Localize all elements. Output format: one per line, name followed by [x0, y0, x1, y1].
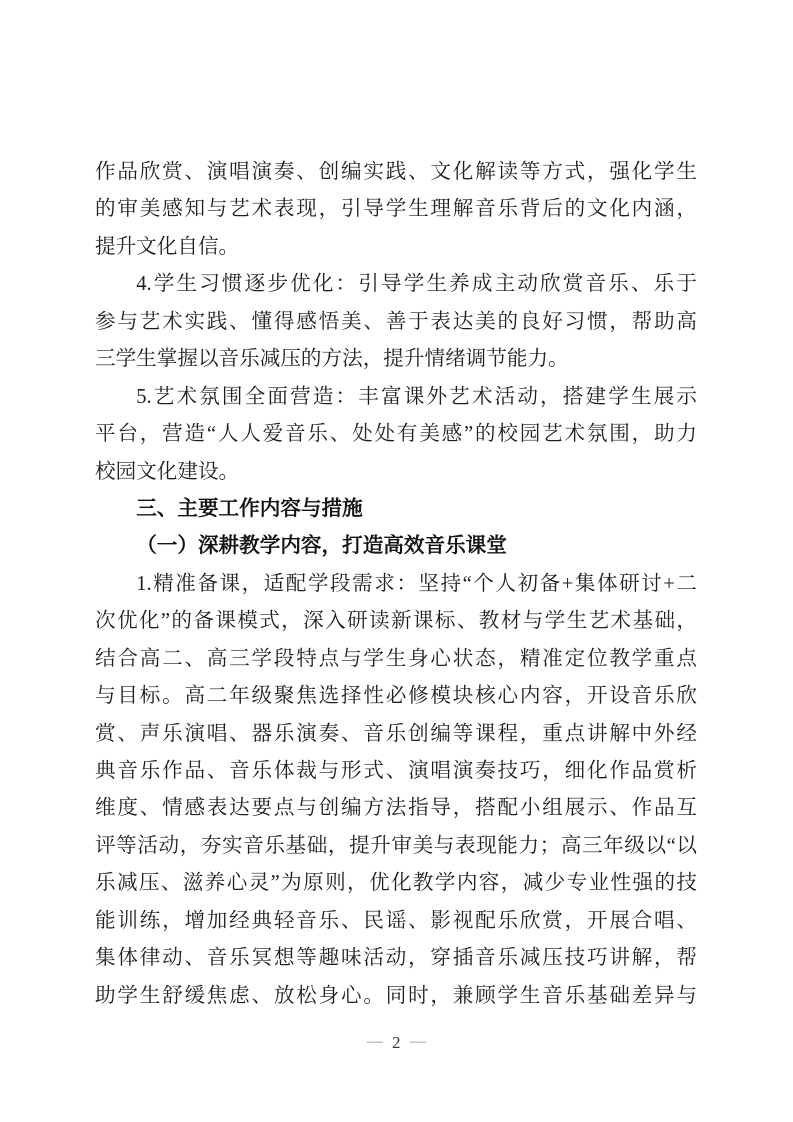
text-line: 维度、情感表达要点与创编方法指导，搭配小组展示、作品互 [95, 797, 697, 820]
text-line: 助学生舒缓焦虑、放松身心。同时，兼顾学生音乐基础差异与 [95, 984, 697, 1007]
text-line: 次优化”的备课模式，深入研读新课标、教材与学生艺术基础， [95, 610, 697, 633]
text-line: 平台，营造“人人爱音乐、处处有美感”的校园艺术氛围，助力 [95, 423, 697, 446]
text-line: 典音乐作品、音乐体裁与形式、演唱演奏技巧，细化作品赏析 [95, 760, 697, 782]
text-line: 作品欣赏、演唱演奏、创编实践、文化解读等方式，强化学生 [95, 161, 697, 183]
text-line: 校园文化建设。 [95, 460, 240, 483]
text-line: 三学生掌握以音乐减压的方法，提升情绪调节能力。 [95, 348, 569, 371]
page-footer [0, 1031, 793, 1056]
text-line: 能训练，增加经典轻音乐、民谣、影视配乐欣赏，开展合唱、 [95, 909, 697, 932]
text-line: 评等活动，夯实音乐基础，提升审美与表现能力；高三年级以“以 [95, 834, 697, 857]
section-heading: （一）深耕教学内容，打造高效音乐课堂 [136, 535, 507, 558]
text-line: 5.艺术氛围全面营造：丰富课外艺术活动，搭建学生展示 [136, 385, 697, 408]
text-line: 1.精准备课，适配学段需求：坚持“个人初备+集体研讨+二 [136, 572, 697, 595]
text-line: 参与艺术实践、懂得感悟美、善于表达美的良好习惯，帮助高 [95, 310, 697, 333]
text-line: 的审美感知与艺术表现，引导学生理解音乐背后的文化内涵， [95, 198, 697, 221]
document-body [95, 154, 697, 1015]
text-line: 赏、声乐演唱、器乐演奏、音乐创编等课程，重点讲解中外经 [95, 722, 697, 745]
footer-dash-left: — [367, 1033, 383, 1050]
text-line: 结合高二、高三学段特点与学生身心状态，精准定位教学重点 [95, 647, 697, 670]
text-line: 4.学生习惯逐步优化：引导学生养成主动欣赏音乐、乐于 [136, 273, 697, 296]
text-line: 集体律动、音乐冥想等趣味活动，穿插音乐减压技巧讲解，帮 [95, 947, 697, 970]
text-line: 乐减压、滋养心灵”为原则，优化教学内容，减少专业性强的技 [95, 872, 697, 895]
text-line: 提升文化自信。 [95, 235, 240, 258]
page-number: 2 [392, 1033, 401, 1052]
text-line: 与目标。高二年级聚焦选择性必修模块核心内容，开设音乐欣 [95, 685, 697, 708]
section-heading: 三、主要工作内容与措施 [136, 497, 363, 520]
footer-dash-right: — [410, 1033, 426, 1050]
